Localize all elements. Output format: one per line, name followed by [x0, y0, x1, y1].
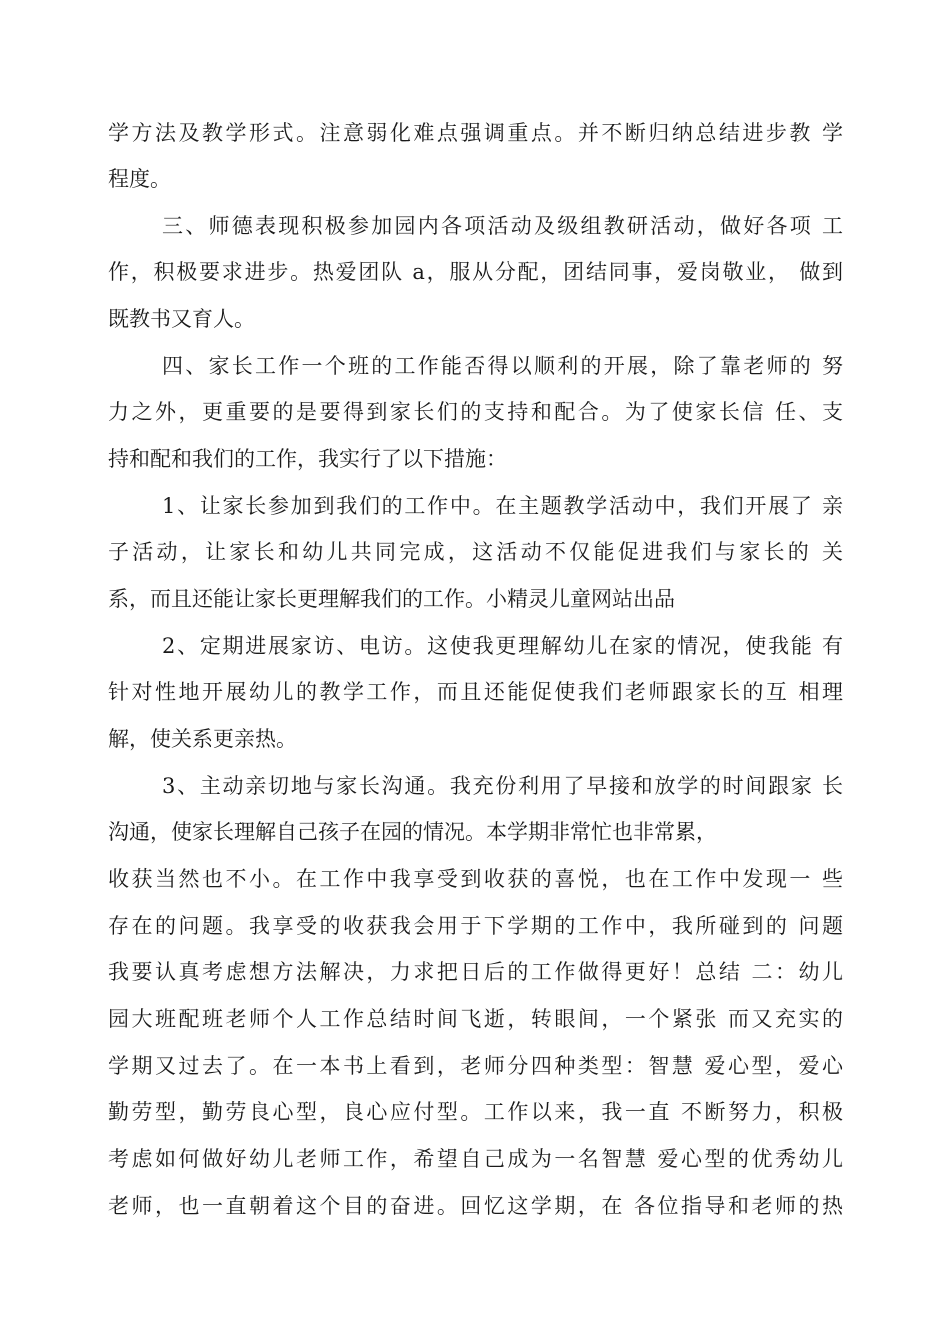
text-line: 力之外，更重要的是要得到家长们的支持和配合。为了使家长信 任、支 [108, 400, 843, 424]
text-line: 四、家长工作一个班的工作能否得以顺利的开展，除了靠老师的 努 [162, 354, 843, 378]
text-line: 3、主动亲切地与家长沟通。我充份利用了早接和放学的时间跟家 长 [162, 774, 843, 798]
text-line: 针对性地开展幼儿的教学工作，而且还能促使我们老师跟家长的互 相理 [108, 680, 843, 704]
text-line: 持和配和我们的工作，我实行了以下措施： [108, 447, 507, 471]
text-line: 解，使关系更亲热。 [108, 727, 297, 751]
text-line: 考虑如何做好幼儿老师工作，希望自己成为一名智慧 爱心型的优秀幼儿 [108, 1147, 843, 1171]
text-line: 2、定期进展家访、电访。这使我更理解幼儿在家的情况，使我能 有 [162, 634, 843, 658]
text-line: 园大班配班老师个人工作总结时间飞逝，转眼间，一个紧张 而又充实的 [108, 1007, 843, 1031]
text-line: 系，而且还能让家长更理解我们的工作。小精灵儿童网站出品 [108, 587, 675, 611]
text-line: 存在的问题。我享受的收获我会用于下学期的工作中，我所碰到的 问题 [108, 914, 843, 938]
text-line: 我要认真考虑想方法解决，力求把日后的工作做得更好！总结 二：幼儿 [108, 960, 843, 984]
text-line: 沟通，使家长理解自己孩子在园的情况。本学期非常忙也非常累， [108, 820, 717, 844]
text-line: 学方法及教学形式。注意弱化难点强调重点。并不断归纳总结进步教 学 [108, 121, 843, 145]
text-line: 收获当然也不小。在工作中我享受到收获的喜悦，也在工作中发现一 些 [108, 867, 843, 891]
text-line: 老师，也一直朝着这个目的奋进。回忆这学期，在 各位指导和老师的热 [108, 1194, 843, 1218]
text-line: 作，积极要求进步。热爱团队 a，服从分配，团结同事，爱岗敬业， 做到 [108, 260, 843, 284]
text-line: 程度。 [108, 167, 171, 191]
text-line: 勤劳型，勤劳良心型，良心应付型。工作以来，我一直 不断努力，积极 [108, 1100, 843, 1124]
text-line: 既教书又育人。 [108, 307, 255, 331]
text-line: 学期又过去了。在一本书上看到，老师分四种类型：智慧 爱心型，爱心 [108, 1054, 843, 1078]
text-line: 三、师德表现积极参加园内各项活动及级组教研活动，做好各项 工 [162, 214, 843, 238]
text-line: 子活动，让家长和幼儿共同完成，这活动不仅能促进我们与家长的 关 [108, 540, 843, 564]
text-line: 1、让家长参加到我们的工作中。在主题教学活动中，我们开展了 亲 [162, 494, 843, 518]
